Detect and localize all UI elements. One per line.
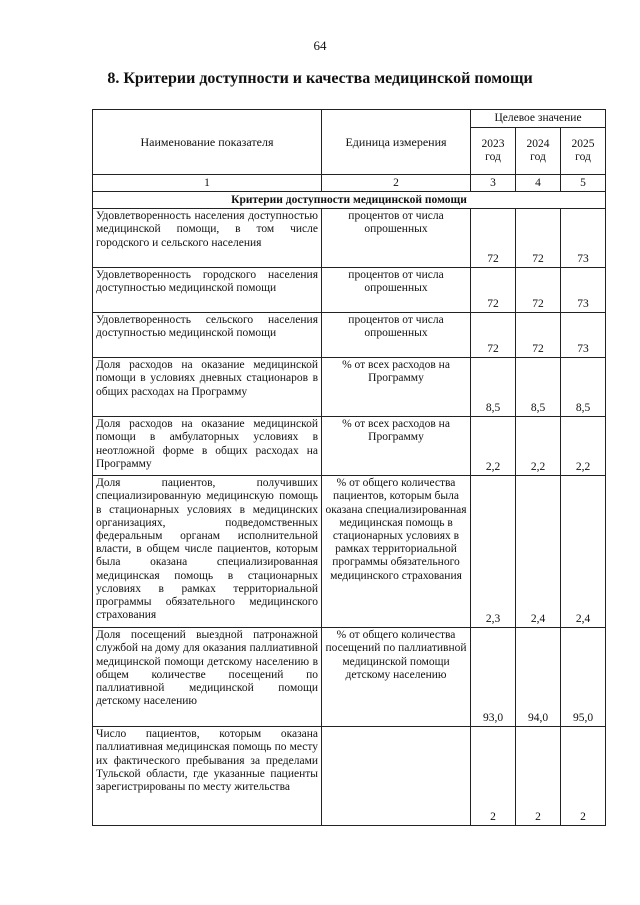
table-row [93,727,606,826]
column-number: 4 [516,175,561,192]
section-title: 8. Критерии доступности и качества медицинской помощи [107,70,533,87]
header-year-2024: 2024 год [516,128,561,175]
value-2023: 72 [471,268,516,313]
table-row [93,628,606,727]
column-number: 5 [561,175,606,192]
indicator-unit: процентов от числа опрошенных [322,268,471,313]
value-2023: 72 [471,313,516,358]
indicator-unit: % от всех расходов на Программу [322,417,471,476]
value-2024: 94,0 [516,628,561,727]
value-2024: 8,5 [516,358,561,417]
table-row [93,476,606,628]
indicator-name: Число пациентов, которым оказана паллиативная медицинская помощь по месту их фактического пребывания за пределами Тульской области, где указанные пациенты зарегистрированы по месту жительства [93,727,322,826]
value-2025: 2 [561,727,606,826]
indicator-unit: % от общего количества посещений по паллиативной медицинской помощи детскому населению [322,628,471,727]
value-2025: 2,2 [561,417,606,476]
value-2025: 8,5 [561,358,606,417]
value-2025: 73 [561,268,606,313]
value-2024: 72 [516,209,561,268]
table-row [93,268,606,313]
value-2025: 73 [561,209,606,268]
header-year-2023: 2023 год [471,128,516,175]
column-number: 3 [471,175,516,192]
value-2024: 2 [516,727,561,826]
section-heading: Критерии доступности медицинской помощи [93,192,606,209]
indicator-unit: процентов от числа опрошенных [322,313,471,358]
value-2023: 2 [471,727,516,826]
column-number: 1 [93,175,322,192]
table-row [93,358,606,417]
header-target-value: Целевое значение [471,110,606,128]
value-2024: 2,4 [516,476,561,628]
indicator-name: Доля посещений выездной патронажной службой на дому для оказания паллиативной медицинской помощи детскому населению в общем количестве посещений по паллиативной медицинской помощи детскому населению [93,628,322,727]
column-number: 2 [322,175,471,192]
indicator-name: Удовлетворенность сельского населения доступностью медицинской помощи [93,313,322,358]
column-number-row [93,175,606,192]
value-2025: 95,0 [561,628,606,727]
table-row [93,313,606,358]
table-row [93,209,606,268]
indicator-unit: % от общего количества пациентов, которым была оказана специализированная медицинская помощь в стационарных условиях в рамках территориальной программы обязательного медицинского страхования [322,476,471,628]
header-name: Наименование показателя [93,110,322,175]
header-unit: Единица измерения [322,110,471,175]
value-2023: 2,2 [471,417,516,476]
value-2025: 73 [561,313,606,358]
value-2023: 2,3 [471,476,516,628]
criteria-table [92,109,606,826]
value-2023: 8,5 [471,358,516,417]
table-header-row [93,110,606,128]
indicator-name: Удовлетворенность населения доступностью медицинской помощи, в том числе городского и сельского населения [93,209,322,268]
value-2023: 72 [471,209,516,268]
indicator-name: Удовлетворенность городского населения доступностью медицинской помощи [93,268,322,313]
value-2024: 2,2 [516,417,561,476]
indicator-unit [322,727,471,826]
indicator-name: Доля пациентов, получивших специализированную медицинскую помощь в стационарных условиях в медицинских организациях, подведомственных федеральным органам исполнительной власти, в общем числе пациентов, которым была оказана специализированная медицинская помощь в стационарных условиях в рамках территориальной программы обязательного медицинского страхования [93,476,322,628]
value-2023: 93,0 [471,628,516,727]
section-heading-row [93,192,606,209]
value-2025: 2,4 [561,476,606,628]
header-year-2025: 2025 год [561,128,606,175]
indicator-unit: % от всех расходов на Программу [322,358,471,417]
indicator-unit: процентов от числа опрошенных [322,209,471,268]
indicator-name: Доля расходов на оказание медицинской помощи в условиях дневных стационаров в общих расходах на Программу [93,358,322,417]
indicator-name: Доля расходов на оказание медицинской помощи в амбулаторных условиях в неотложной форме в общих расходах на Программу [93,417,322,476]
table-row [93,417,606,476]
value-2024: 72 [516,313,561,358]
value-2024: 72 [516,268,561,313]
page-number: 64 [313,38,327,53]
